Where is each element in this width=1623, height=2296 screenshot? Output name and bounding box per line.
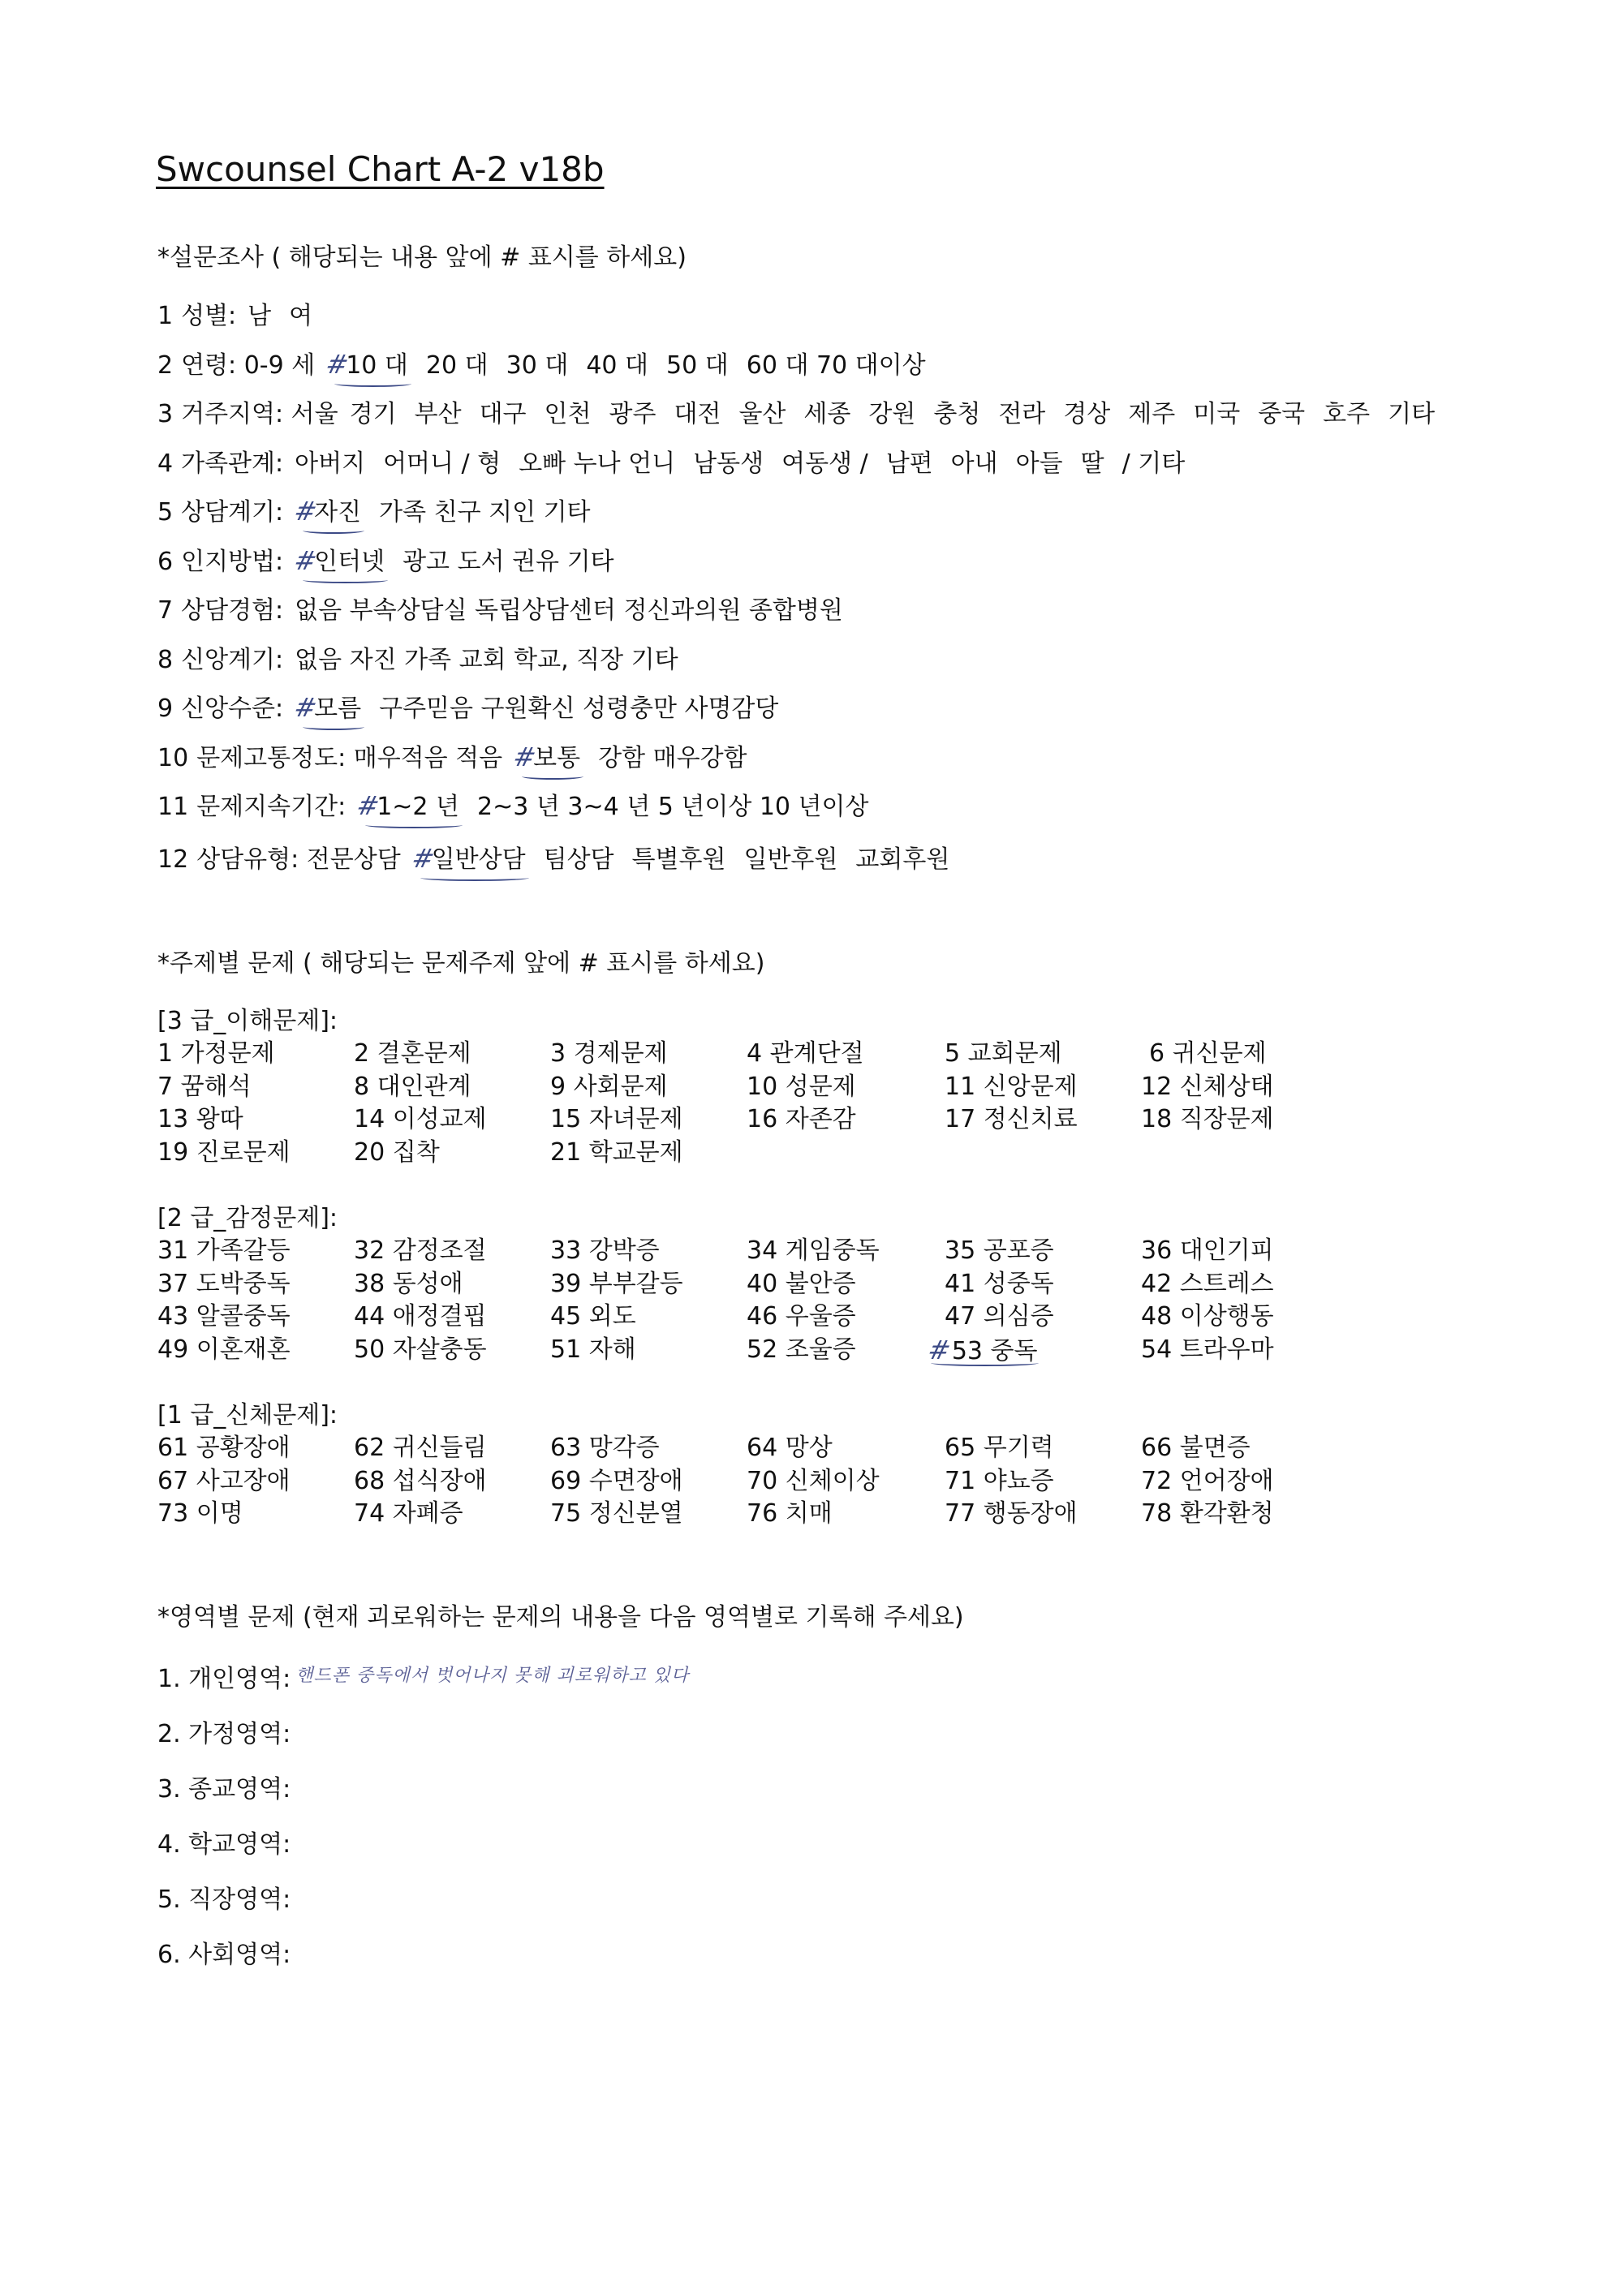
topic-item-label: 4 관계단절 <box>747 1039 864 1068</box>
topic-item-label: 11 신앙문제 <box>945 1072 1078 1101</box>
question-option[interactable]: 아들 <box>1015 449 1063 478</box>
survey-question <box>157 538 1586 587</box>
survey-question <box>157 342 1586 391</box>
topic-item[interactable] <box>945 1038 1141 1071</box>
topic-item[interactable] <box>157 1235 354 1268</box>
question-label: 상담계기: <box>181 498 284 527</box>
area-label: 4. 학교영역: <box>157 1830 291 1859</box>
question-label: 인지방법: <box>181 547 284 576</box>
area-answer[interactable]: 핸드폰 중독에서 벗어나지 못해 괴로워하고 있다 <box>295 1666 690 1686</box>
topic-item-label: 43 알콜중독 <box>157 1302 291 1331</box>
question-option[interactable]: 어머니 / 형 <box>383 449 502 478</box>
area-label: 2. 가정영역: <box>157 1720 291 1748</box>
topic-item[interactable] <box>945 1071 1141 1104</box>
topic-item[interactable] <box>747 1235 945 1268</box>
survey-question <box>157 292 1586 342</box>
topic-item-label: 62 귀신들림 <box>354 1434 487 1462</box>
question-option[interactable]: 여동생 / <box>781 449 868 478</box>
topic-grid <box>157 1038 1537 1169</box>
topic-item-label: 37 도박중독 <box>157 1269 291 1298</box>
topic-item-label: 54 트라우마 <box>1141 1335 1274 1364</box>
topic-item[interactable] <box>157 1103 354 1137</box>
topic-item-label: 20 집착 <box>354 1137 440 1167</box>
question-option[interactable]: 중국 <box>1258 400 1306 429</box>
topic-item[interactable] <box>550 1137 747 1170</box>
topic-item[interactable] <box>747 1432 945 1465</box>
topic-item[interactable] <box>945 1235 1141 1268</box>
topic-item-label: 17 정신치료 <box>945 1105 1078 1133</box>
question-option[interactable]: 경상 <box>1063 400 1111 429</box>
topics-section <box>157 1004 1537 1563</box>
question-option[interactable]: 남편 <box>885 449 933 478</box>
topic-item[interactable] <box>747 1301 945 1334</box>
topic-item[interactable] <box>747 1071 945 1104</box>
question-number: 8 <box>157 645 174 674</box>
topic-item[interactable] <box>747 1268 945 1301</box>
marked-option[interactable]: # 모름 <box>295 694 361 724</box>
topic-item-label: 6 귀신문제 <box>1149 1039 1267 1068</box>
topic-group <box>157 1202 1537 1366</box>
topic-item-marked[interactable] <box>925 1334 1141 1367</box>
topic-item-label: 76 치매 <box>747 1499 833 1528</box>
topic-item-label: 44 애정결핍 <box>354 1302 487 1331</box>
topic-item-label: 32 감정조절 <box>354 1236 487 1265</box>
area-row <box>157 1762 1537 1817</box>
topic-item-label: 66 불면증 <box>1141 1434 1251 1462</box>
topic-item-label: 31 가족갈등 <box>157 1236 291 1265</box>
area-row <box>157 1817 1537 1872</box>
question-label: 신앙수준: <box>181 694 284 723</box>
area-row <box>157 1872 1537 1928</box>
topic-item-label: 78 환각환청 <box>1141 1499 1274 1528</box>
question-option[interactable]: 부산 <box>414 400 462 429</box>
area-label: 5. 직장영역: <box>157 1885 291 1914</box>
topic-item[interactable] <box>157 1071 354 1104</box>
topic-item[interactable] <box>354 1071 550 1104</box>
topic-item[interactable] <box>945 1465 1141 1498</box>
topic-item[interactable] <box>550 1465 747 1498</box>
topic-item[interactable] <box>354 1235 550 1268</box>
survey-question <box>157 390 1586 440</box>
question-number: 5 <box>157 498 174 527</box>
topic-item-label: 52 조울증 <box>747 1335 856 1364</box>
question-option[interactable]: 가족 친구 지인 기타 <box>379 498 591 527</box>
topic-item-label: 1 가정문제 <box>157 1039 275 1068</box>
areas-heading: *영역별 문제 (현재 괴로워하는 문제의 내용을 다음 영역별로 기록해 주세요) <box>157 1603 964 1632</box>
topic-item-label: 3 경제문제 <box>550 1039 668 1068</box>
survey-question <box>157 636 1586 686</box>
topic-item[interactable] <box>945 1268 1141 1301</box>
question-option[interactable]: 없음 자진 가족 교회 학교, 직장 기타 <box>295 645 678 674</box>
question-number: 4 <box>157 449 174 478</box>
question-option[interactable]: 일반후원 <box>743 845 838 874</box>
topic-item-label: 65 무기력 <box>945 1434 1054 1462</box>
marked-option[interactable]: # 일반상담 <box>412 845 526 875</box>
question-option[interactable]: 교회후원 <box>855 845 950 874</box>
topic-item-label: 18 직장문제 <box>1141 1105 1274 1133</box>
topic-item-label: 35 공포증 <box>945 1236 1054 1265</box>
question-option[interactable]: 충청 <box>933 400 981 429</box>
topic-item[interactable] <box>354 1432 550 1465</box>
topic-item-label: 61 공황장애 <box>157 1434 291 1462</box>
hash-mark-icon: # <box>925 1334 954 1365</box>
marked-option[interactable]: # 보통 <box>514 744 580 773</box>
area-row <box>157 1928 1537 1983</box>
topic-item-label: 13 왕따 <box>157 1105 243 1133</box>
question-option[interactable]: 팀상담 <box>543 845 614 874</box>
question-option[interactable]: 광주 <box>609 400 657 429</box>
question-option[interactable]: 제주 <box>1128 400 1176 429</box>
topic-item-label: 64 망상 <box>747 1434 833 1462</box>
topic-item-label: 7 꿈해석 <box>157 1072 252 1101</box>
topic-item[interactable] <box>747 1498 945 1531</box>
topic-item-label: 40 불안증 <box>747 1269 856 1298</box>
topic-item[interactable] <box>550 1038 747 1071</box>
topic-item-label: 39 부부갈등 <box>550 1269 683 1298</box>
topic-item[interactable] <box>157 1038 354 1071</box>
topic-item[interactable] <box>157 1432 354 1465</box>
question-option[interactable]: 강함 매우강함 <box>598 743 747 772</box>
question-option[interactable]: 경기 <box>349 400 397 429</box>
question-option[interactable]: 남동생 <box>693 449 764 478</box>
question-option[interactable]: 남 <box>248 302 272 331</box>
question-number: 3 <box>157 400 174 428</box>
topic-item[interactable] <box>550 1301 747 1334</box>
topic-item[interactable] <box>945 1301 1141 1334</box>
topic-item-label: 46 우울증 <box>747 1302 856 1331</box>
topic-item[interactable] <box>1141 1432 1303 1465</box>
question-option[interactable]: 미국 <box>1193 400 1241 429</box>
topic-item-label: 47 의심증 <box>945 1302 1054 1331</box>
question-label: 성별: <box>181 302 237 330</box>
area-label: 3. 종교영역: <box>157 1775 291 1804</box>
topic-item-label: 75 정신분열 <box>550 1499 683 1528</box>
survey-question <box>157 783 1586 832</box>
question-option[interactable]: 20 대 <box>425 350 489 380</box>
area-label: 1. 개인영역: <box>157 1665 291 1693</box>
topic-item[interactable] <box>1141 1301 1303 1334</box>
question-label: 신앙계기: <box>181 645 284 674</box>
topic-item-label: 67 사고장애 <box>157 1466 291 1495</box>
topic-item-label: 5 교회문제 <box>945 1039 1062 1068</box>
topic-item-label: 69 수면장애 <box>550 1466 683 1495</box>
survey-question <box>157 587 1586 636</box>
topic-item[interactable] <box>747 1465 945 1498</box>
topic-item-label: 10 성문제 <box>747 1072 856 1101</box>
topic-item-label: 74 자폐증 <box>354 1499 463 1528</box>
topic-item[interactable] <box>354 1038 550 1071</box>
topic-item[interactable] <box>945 1432 1141 1465</box>
topic-item[interactable] <box>747 1334 945 1367</box>
survey-heading: *설문조사 ( 해당되는 내용 앞에 # 표시를 하세요) <box>157 243 687 272</box>
question-option[interactable]: 40 대 <box>586 350 649 380</box>
marked-option[interactable]: # 인터넷 <box>295 548 385 577</box>
topic-item[interactable] <box>550 1498 747 1531</box>
question-option[interactable]: 대구 <box>479 400 527 429</box>
topic-item-label: 14 이성교제 <box>354 1105 487 1133</box>
question-option[interactable]: 아내 <box>950 449 998 478</box>
topic-item-label: 42 스트레스 <box>1141 1269 1274 1298</box>
question-option[interactable]: 호주 <box>1323 400 1371 429</box>
topic-item-label: 71 야뇨증 <box>945 1466 1054 1495</box>
topic-grid <box>157 1432 1537 1531</box>
question-option[interactable]: 60 대 70 대이상 <box>746 350 926 380</box>
question-number: 12 <box>157 845 189 874</box>
marked-option[interactable]: # 10 대 <box>326 351 408 381</box>
question-option[interactable]: 광고 도서 권유 기타 <box>403 547 614 576</box>
question-option[interactable]: 전라 <box>998 400 1046 429</box>
topic-item-label: 73 이명 <box>157 1499 243 1528</box>
topic-item[interactable] <box>550 1071 747 1104</box>
question-label: 문제고통정도: 매우적음 적음 <box>196 743 503 772</box>
question-option[interactable]: 세종 <box>803 400 851 429</box>
question-option[interactable]: 여 <box>289 302 313 331</box>
marked-option[interactable]: # 1~2 년 <box>357 793 459 822</box>
topic-item[interactable] <box>1141 1268 1303 1301</box>
topic-item-label: 8 대인관계 <box>354 1072 471 1101</box>
question-number: 7 <box>157 596 174 625</box>
topic-group-title: [1 급_신체문제]: <box>157 1401 338 1430</box>
area-row <box>157 1652 1537 1707</box>
question-option[interactable]: 딸 <box>1080 449 1104 478</box>
topic-item[interactable] <box>1141 1071 1303 1104</box>
question-option[interactable]: 50 대 <box>666 350 729 380</box>
topic-item-label: 63 망각증 <box>550 1434 660 1462</box>
topic-item[interactable] <box>157 1465 354 1498</box>
question-option[interactable]: 기타 <box>1388 400 1436 429</box>
topic-item[interactable] <box>354 1498 550 1531</box>
topic-item[interactable] <box>550 1235 747 1268</box>
question-option[interactable]: 2~3 년 3~4 년 5 년이상 10 년이상 <box>477 793 869 822</box>
topics-heading: *주제별 문제 ( 해당되는 문제주제 앞에 # 표시를 하세요) <box>157 949 765 978</box>
topic-item-label: 33 강박증 <box>550 1236 660 1265</box>
question-option[interactable]: 오빠 누나 언니 <box>519 449 676 478</box>
question-number: 1 <box>157 302 174 330</box>
question-option[interactable]: 울산 <box>738 400 786 429</box>
topic-item-label: 45 외도 <box>550 1302 636 1331</box>
topic-item-label: 48 이상행동 <box>1141 1302 1274 1331</box>
question-number: 2 <box>157 350 174 380</box>
topic-item-label: 41 성중독 <box>945 1269 1054 1298</box>
question-number: 10 <box>157 743 189 772</box>
survey-question <box>157 440 1586 489</box>
topic-item-label: 51 자해 <box>550 1335 636 1364</box>
topic-item-label: 34 게임중독 <box>747 1236 880 1265</box>
topic-group-title: [3 급_이해문제]: <box>157 1007 338 1035</box>
question-option[interactable]: 인천 <box>544 400 592 429</box>
topic-item[interactable] <box>550 1334 747 1367</box>
topic-item-label: 19 진로문제 <box>157 1137 291 1167</box>
topic-item[interactable] <box>1141 1498 1303 1531</box>
question-option[interactable]: 특별후원 <box>631 845 726 874</box>
survey-question <box>157 488 1586 538</box>
document-title: Swcounsel Chart A-2 v18b <box>156 149 605 189</box>
topic-item[interactable] <box>354 1465 550 1498</box>
topic-item[interactable] <box>747 1103 945 1137</box>
topic-item-label: 72 언어장애 <box>1141 1466 1274 1495</box>
topic-item[interactable] <box>157 1137 354 1170</box>
topic-item[interactable] <box>1141 1465 1303 1498</box>
topic-item[interactable] <box>157 1301 354 1334</box>
question-option[interactable]: 강원 <box>868 400 916 429</box>
topic-item[interactable] <box>945 1103 1141 1137</box>
topic-item[interactable] <box>1141 1103 1303 1137</box>
topic-item-label: 53 중독 <box>952 1335 1038 1369</box>
question-label: 거주지역: 서울 <box>181 400 338 428</box>
topic-item[interactable] <box>354 1334 550 1367</box>
topic-group <box>157 1004 1537 1169</box>
question-option[interactable]: 아버지 <box>295 449 366 478</box>
topic-item-label: 16 자존감 <box>747 1105 856 1133</box>
survey-question <box>157 734 1586 784</box>
question-label: 연령: 0-9 세 <box>181 350 316 380</box>
topic-item-label: 49 이혼재혼 <box>157 1335 291 1364</box>
topic-item[interactable] <box>157 1268 354 1301</box>
topic-item[interactable] <box>550 1268 747 1301</box>
topic-item[interactable] <box>157 1334 354 1367</box>
question-label: 문제지속기간: <box>196 793 347 821</box>
question-option[interactable]: / 기타 <box>1121 449 1186 478</box>
topic-group-title: [2 급_감정문제]: <box>157 1204 338 1232</box>
question-label: 상담유형: 전문상담 <box>196 845 401 874</box>
question-option[interactable]: 구주믿음 구원확신 성령충만 사명감당 <box>379 694 779 724</box>
question-label: 가족관계: <box>181 449 284 478</box>
topic-item[interactable] <box>945 1498 1141 1531</box>
topic-item-label: 68 섭식장애 <box>354 1466 487 1495</box>
topic-item-label: 12 신체상태 <box>1141 1072 1274 1101</box>
question-number: 6 <box>157 547 174 576</box>
topic-item-label: 38 동성애 <box>354 1269 463 1298</box>
topic-item-label: 21 학교문제 <box>550 1137 683 1167</box>
topic-item[interactable] <box>354 1301 550 1334</box>
survey-question <box>157 685 1586 734</box>
topic-item[interactable] <box>550 1103 747 1137</box>
topic-item[interactable] <box>550 1432 747 1465</box>
topic-item[interactable] <box>157 1498 354 1531</box>
topic-item-label: 2 결혼문제 <box>354 1039 471 1068</box>
topic-item-label: 70 신체이상 <box>747 1466 880 1495</box>
question-number: 11 <box>157 793 189 821</box>
topic-item[interactable] <box>1141 1038 1303 1071</box>
topic-item[interactable] <box>1141 1235 1303 1268</box>
area-row <box>157 1707 1537 1762</box>
topic-group <box>157 1399 1537 1531</box>
areas-section <box>157 1652 1537 1983</box>
topic-item[interactable] <box>354 1103 550 1137</box>
topic-item-label: 36 대인기피 <box>1141 1236 1274 1265</box>
topic-grid <box>157 1235 1537 1366</box>
marked-option[interactable]: # 자진 <box>295 498 361 527</box>
topic-item-label: 50 자살충동 <box>354 1335 487 1364</box>
topic-item[interactable] <box>1141 1334 1303 1367</box>
topic-item[interactable] <box>354 1137 550 1170</box>
question-option[interactable]: 30 대 <box>506 350 569 380</box>
survey-question <box>157 836 1586 885</box>
question-label: 상담경험: <box>181 596 284 625</box>
topic-item-label: 9 사회문제 <box>550 1072 668 1101</box>
topic-item-label: 77 행동장애 <box>945 1499 1078 1528</box>
topic-item[interactable] <box>354 1268 550 1301</box>
topic-item-label: 15 자녀문제 <box>550 1105 683 1133</box>
survey-section <box>157 292 1586 884</box>
question-option[interactable]: 대전 <box>674 400 721 429</box>
question-option[interactable]: 없음 부속상담실 독립상담센터 정신과의원 종합병원 <box>295 596 843 626</box>
area-label: 6. 사회영역: <box>157 1941 291 1969</box>
question-number: 9 <box>157 694 174 723</box>
topic-item[interactable] <box>747 1038 945 1071</box>
